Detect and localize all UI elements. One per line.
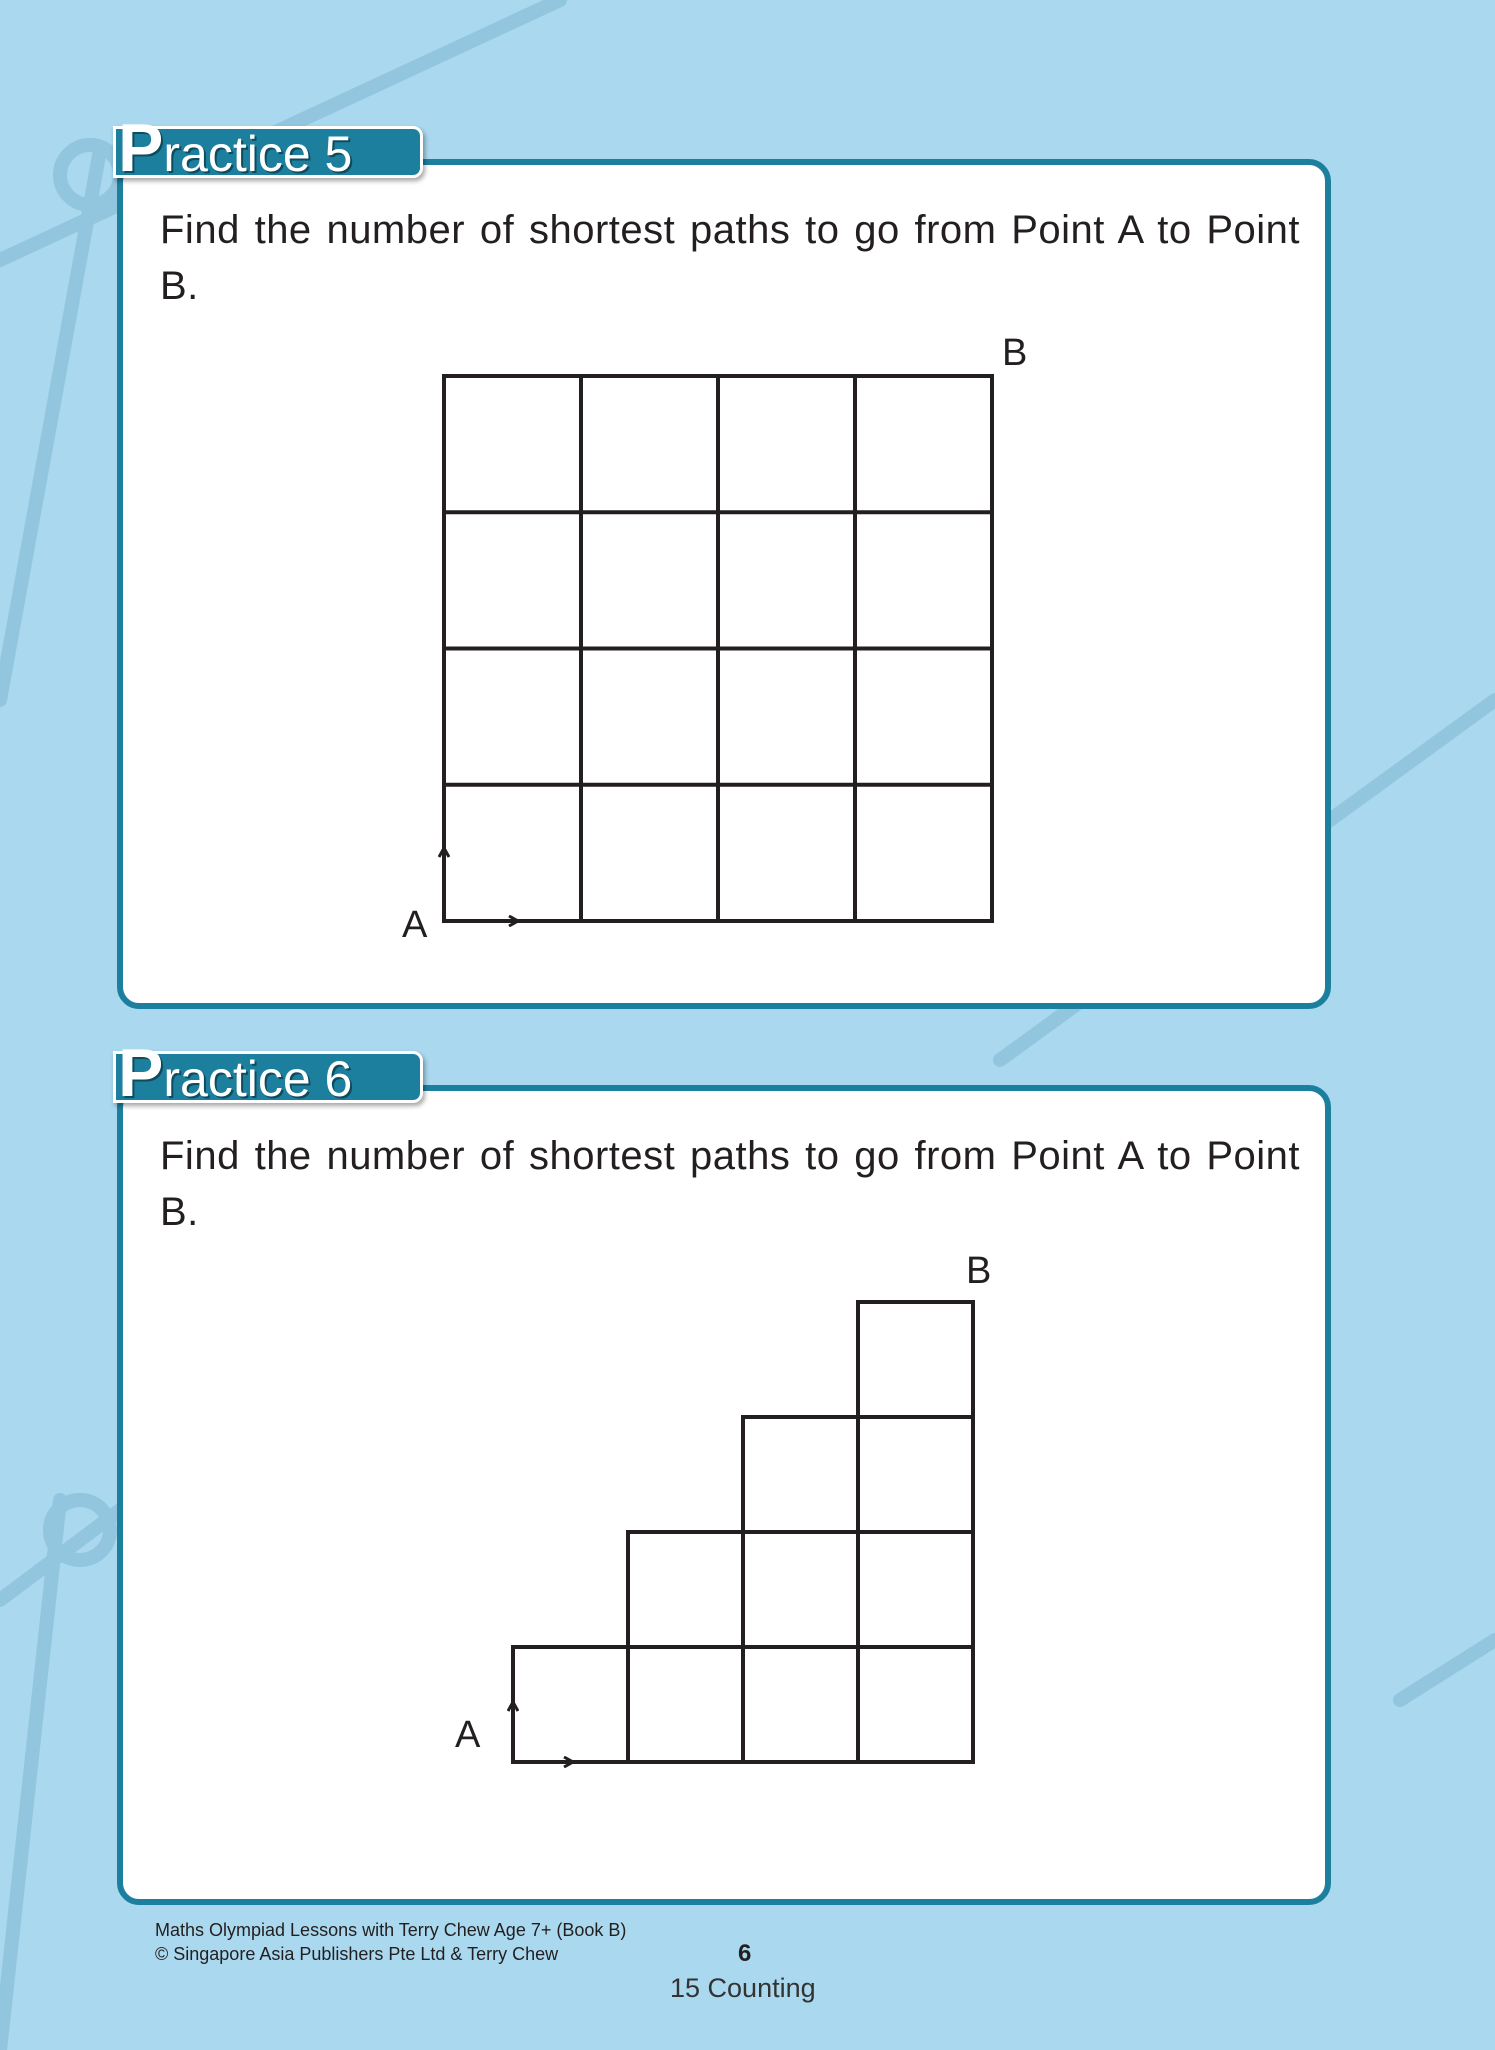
footer-book-title: Maths Olympiad Lessons with Terry Chew Age 7+ (Book B) xyxy=(155,1920,627,1940)
staircase-cell xyxy=(743,1532,858,1647)
practice-5-point-a: A xyxy=(402,904,428,946)
practice-5-question: Find the number of shortest paths to go from Point A to Point B. xyxy=(160,208,1300,308)
footer-copyright: © Singapore Asia Publishers Pte Ltd & Terry Chew xyxy=(155,1944,559,1964)
staircase-cell xyxy=(858,1417,973,1532)
chapter-title: 15 Counting xyxy=(670,1973,816,2003)
practice-6-point-b: B xyxy=(966,1250,992,1292)
practice-5-title-rest: ractice 5 xyxy=(163,126,353,182)
practice-6-point-a: A xyxy=(455,1714,481,1756)
staircase-cell xyxy=(858,1532,973,1647)
practice-6-question: Find the number of shortest paths to go from Point A to Point B. xyxy=(160,1134,1300,1234)
staircase-cell xyxy=(743,1647,858,1762)
practice-5-point-b: B xyxy=(1002,332,1028,374)
practice-6-title-rest: ractice 6 xyxy=(163,1051,353,1107)
staircase-cell xyxy=(628,1647,743,1762)
staircase-cell xyxy=(743,1417,858,1532)
staircase-cell xyxy=(858,1302,973,1417)
practice-6-title-initial: P xyxy=(118,1035,164,1111)
staircase-cell xyxy=(628,1532,743,1647)
staircase-cell xyxy=(513,1647,628,1762)
page-number: 6 xyxy=(738,1940,752,1967)
practice-6-staircase-grid xyxy=(513,1302,973,1762)
staircase-cell xyxy=(858,1647,973,1762)
practice-5-grid xyxy=(444,376,992,921)
practice-5-title-initial: P xyxy=(118,110,164,186)
